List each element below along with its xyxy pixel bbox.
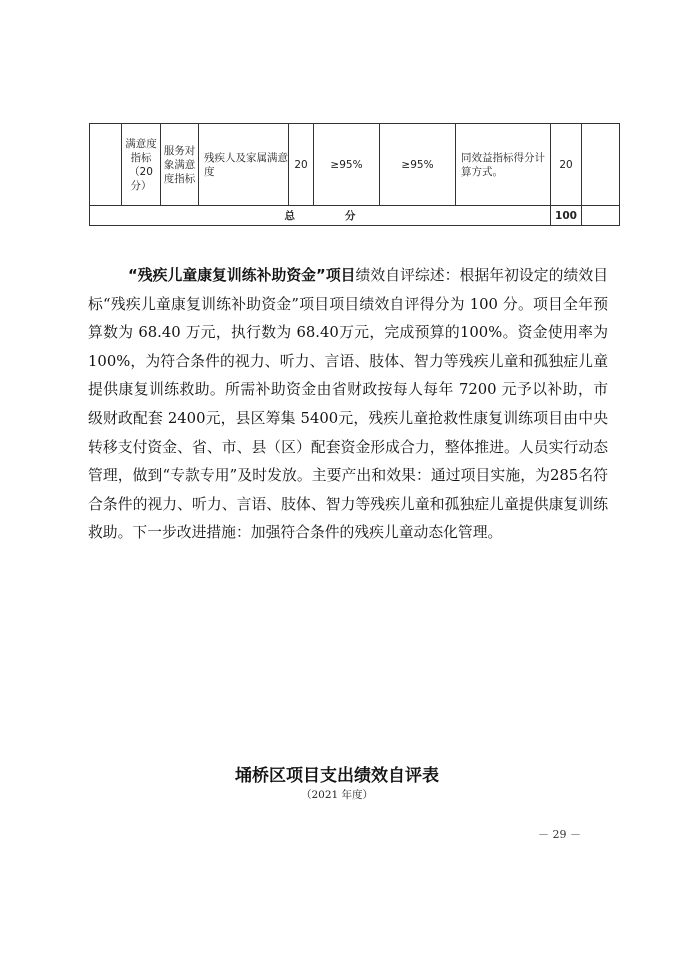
table-total-row bbox=[90, 206, 620, 226]
summary-title: “残疾儿童康复训练补助资金”项目 bbox=[128, 267, 356, 284]
table-cell-target: ≥95% bbox=[314, 124, 380, 206]
table-cell-actual: ≥95% bbox=[380, 124, 456, 206]
total-notes bbox=[582, 206, 620, 226]
table-cell-indicator: 残疾人及家属满意度 bbox=[199, 124, 289, 206]
table-cell-weight: 20 bbox=[289, 124, 314, 206]
total-label bbox=[90, 206, 551, 226]
report-heading: 埇桥区项目支出绩效自评表 bbox=[235, 766, 439, 786]
total-label-a: 总 bbox=[284, 209, 295, 222]
table-cell-level2: 满意度指标（20分） bbox=[122, 124, 161, 206]
summary-text: 绩效自评综述：根据年初设定的绩效目标“残疾儿童康复训练补助资金”项目项目绩效自评得分为 100 分。项目全年预算数为 68.40 万元，执行数为 68.40万元，完成预算的100%。资金使用率为100%，为符合条件的视力、听力、言语、肢体、智力等残疾儿童和孤独症儿童提供康复训练救助。所需补助资金由省财政按每人每年 7200 元予以补助，市级财政配套 2400元，县区筹集 5400元，残疾儿童抢救性康复训练项目由中央转移支付资金、省、市、县（区）配套资金形成合力，整体推进。人员实行动态管理，做到“专款专用”及时发放。主要产出和效果：通过项目实施，为285名符合条件的视力、听力、言语、肢体、智力等残疾儿童和孤独症儿童提供康复训练救助。下一步改进措施：加强符合条件的残疾儿童动态化管理。 bbox=[88, 267, 608, 542]
table-cell-level1 bbox=[90, 124, 122, 206]
table-row bbox=[90, 124, 620, 206]
summary-paragraph bbox=[88, 262, 608, 548]
report-year: （2021 年度） bbox=[300, 789, 374, 801]
table-cell-method: 同效益指标得分计算方式。 bbox=[456, 124, 551, 206]
performance-table bbox=[89, 123, 620, 226]
page-number: － 29 － bbox=[538, 828, 581, 841]
total-score: 100 bbox=[551, 206, 582, 226]
table-cell-score: 20 bbox=[551, 124, 582, 206]
table-cell-level3: 服务对象满意度指标 bbox=[161, 124, 199, 206]
table-cell-notes bbox=[582, 124, 620, 206]
total-label-b: 分 bbox=[345, 209, 356, 222]
